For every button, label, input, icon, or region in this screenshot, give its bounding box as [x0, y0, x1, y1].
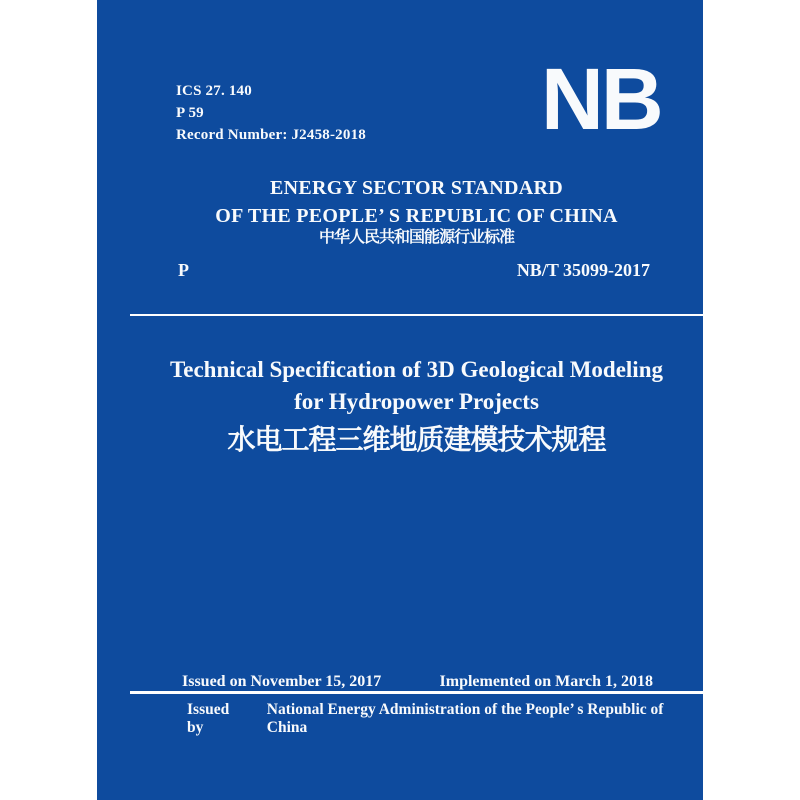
issued-by-value: National Energy Administration of the People’ s Republic of China	[266, 701, 664, 736]
standard-number: NB/T 35099-2017	[516, 260, 650, 280]
title-en-line2: for Hydropower Projects	[294, 389, 539, 414]
title-cn: 水电工程三维地质建模技术规程	[227, 424, 606, 455]
issued-by-label: Issued by	[187, 701, 230, 736]
bottom-divider-line	[130, 691, 703, 694]
classification-code: P 59	[176, 105, 204, 121]
doc-class-letter: P	[178, 260, 189, 280]
title-en-line1: Technical Specification of 3D Geological Modeling	[170, 357, 663, 382]
dates-row	[130, 672, 703, 692]
top-divider-line	[130, 314, 703, 316]
issued-on-date: Issued on November 15, 2017	[182, 673, 382, 690]
implemented-on-date: Implemented on March 1, 2018	[439, 673, 653, 690]
nb-logo: NB	[541, 51, 661, 148]
cover-content	[130, 0, 703, 800]
issued-by-row	[130, 701, 703, 737]
standard-cover	[97, 0, 703, 800]
ics-code: ICS 27. 140	[176, 83, 252, 99]
classification-row	[130, 260, 703, 280]
standard-name-en-line1: ENERGY SECTOR STANDARD	[270, 177, 563, 199]
standard-name-cn: 中华人民共和国能源行业标准	[318, 229, 514, 246]
standard-name-en-line2: OF THE PEOPLE’ S REPUBLIC OF CHINA	[215, 205, 618, 227]
record-number: Record Number: J2458-2018	[176, 127, 366, 143]
